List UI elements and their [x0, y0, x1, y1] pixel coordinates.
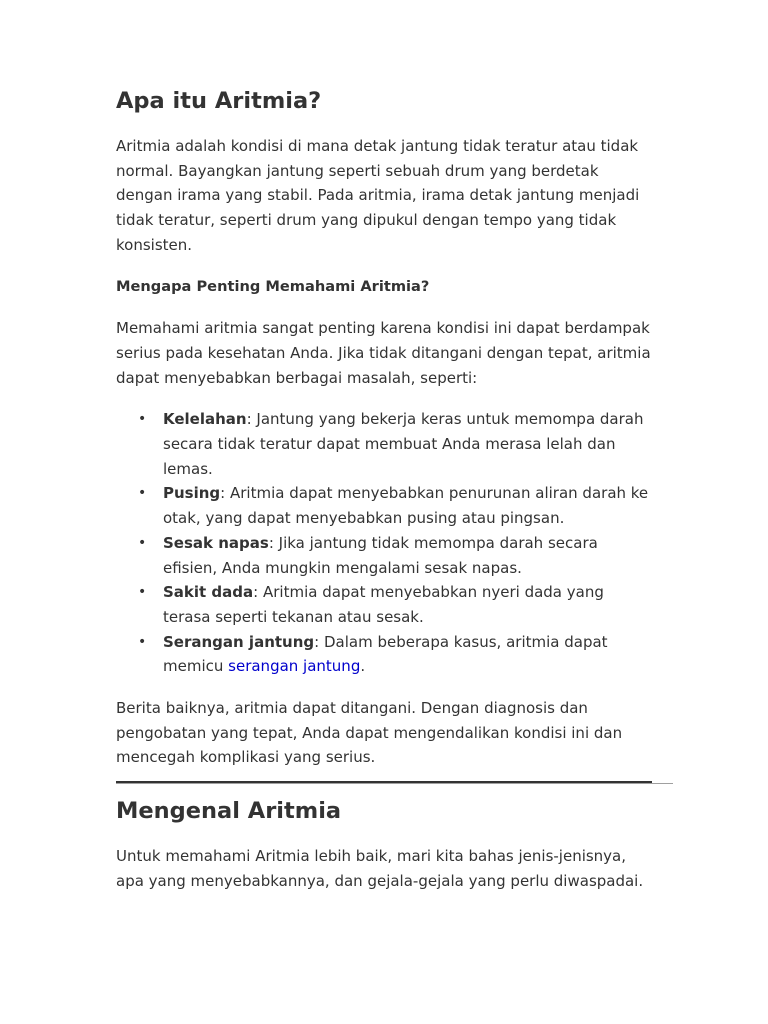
intro-paragraph: Untuk memahami Aritmia lebih baik, mari kita bahas jenis-jenisnya, apa yang menyebabkannya, dan gejala-gejala yang perlu diwaspadai. — [116, 847, 644, 890]
body-paragraph: Memahami aritmia sangat penting karena kondisi ini dapat berdampak serius pada kesehatan Anda. Jika tidak ditangani dengan tepat, aritmia dapat menyebabkan berbagai masalah, seperti: — [116, 319, 651, 387]
list-item — [138, 580, 656, 629]
symptom-list — [116, 407, 656, 679]
list-item-text: : Jika jantung tidak memompa darah secara efisien, Anda mungkin mengalami sesak napas. — [163, 533, 598, 577]
bullet-icon: • — [138, 584, 147, 601]
list-item-text: : Aritmia dapat menyebabkan penurunan aliran darah ke otak, yang dapat menyebabkan pusing atau pingsan. — [163, 484, 649, 528]
article-section-1 — [116, 86, 656, 770]
horizontal-divider — [116, 781, 673, 784]
list-item-text: : Dalam beberapa kasus, aritmia dapat memicu — [163, 632, 608, 676]
bullet-icon: • — [138, 485, 147, 502]
list-item-term: Sesak napas — [163, 533, 269, 552]
section-title: Apa itu Aritmia? — [116, 88, 322, 114]
subheading: Mengapa Penting Memahami Aritmia? — [116, 277, 430, 295]
bullet-icon: • — [138, 534, 147, 551]
list-item-term: Pusing — [163, 484, 221, 503]
list-item-text: : Aritmia dapat menyebabkan nyeri dada yang terasa seperti tekanan atau sesak. — [163, 583, 604, 626]
list-item — [138, 407, 656, 481]
bullet-icon: • — [138, 633, 147, 650]
list-item-text: : Jantung yang bekerja keras untuk memompa darah secara tidak teratur dapat membuat Anda merasa lelah dan lemas. — [163, 410, 644, 478]
list-item-text-end: . — [360, 657, 366, 676]
list-item — [138, 481, 656, 530]
bullet-icon: • — [138, 411, 147, 428]
list-item — [138, 630, 656, 679]
list-item-term: Sakit dada — [163, 583, 254, 602]
list-item-term: Serangan jantung — [163, 632, 315, 651]
section-title: Mengenal Aritmia — [116, 798, 342, 824]
list-item — [138, 531, 656, 580]
divider-shadow — [116, 783, 673, 784]
article-section-2 — [116, 796, 656, 893]
heart-attack-link[interactable]: serangan jantung — [228, 657, 361, 676]
intro-paragraph: Aritmia adalah kondisi di mana detak jantung tidak teratur atau tidak normal. Bayangkan jantung seperti sebuah drum yang berdetak dengan irama yang stabil. Pada aritmia, irama detak jantung menjadi tidak teratur, seperti drum yang dipukul dengan tempo yang tidak konsisten. — [116, 137, 640, 254]
list-item-term: Kelelahan — [163, 410, 247, 429]
conclusion-paragraph: Berita baiknya, aritmia dapat ditangani. Dengan diagnosis dan pengobatan yang tepat, Anda dapat mengendalikan kondisi ini dan mencegah komplikasi yang serius. — [116, 699, 623, 767]
